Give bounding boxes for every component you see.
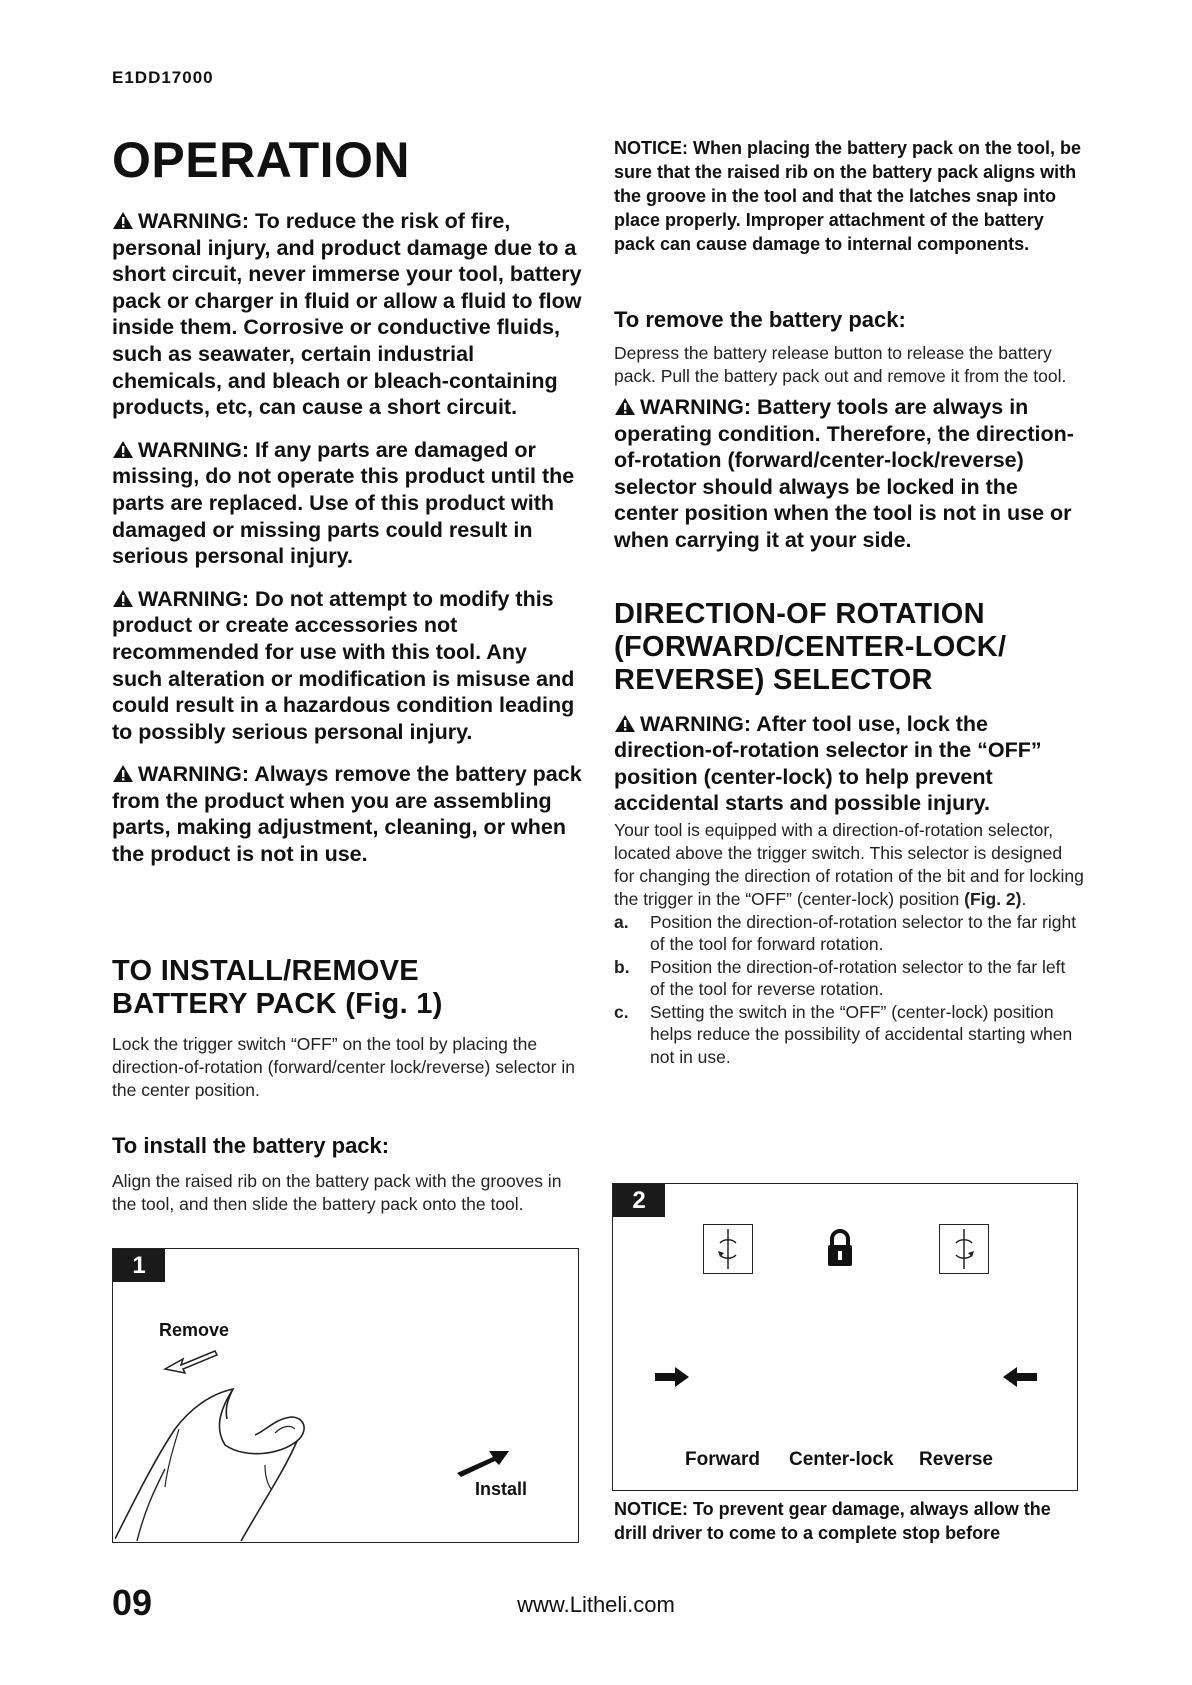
remove-text: Depress the battery release button to release the battery pack. Pull the battery pack out and remove it from the tool. (614, 343, 1067, 386)
warning-label: WARNING: (640, 711, 752, 736)
center-lock-icon (825, 1228, 855, 1273)
install-section (112, 955, 582, 1216)
install-heading-line2: BATTERY PACK (Fig. 1) (112, 988, 443, 1020)
direction-body-text: Your tool is equipped with a direction-of-rotation selector, located above the trigger switch. This selector is designed for changing the direction of rotation of the bit and for locking the trigger in the “OFF” (center-lock) position (614, 819, 1084, 909)
direction-heading-line3: REVERSE) SELECTOR (614, 663, 933, 696)
reverse-label: Reverse (919, 1449, 993, 1470)
figure-number: 2 (613, 1184, 665, 1217)
warning-triangle-icon (112, 211, 134, 230)
right-column (614, 136, 1084, 1068)
warning-triangle-icon (614, 714, 636, 733)
warning-triangle-icon (614, 397, 636, 416)
page-title: OPERATION (112, 132, 411, 188)
step-text: Position the direction-of-rotation selector to the far right of the tool for forward rotation. (650, 911, 1077, 955)
figure-1 (112, 1248, 579, 1543)
figure-2-reference: (Fig. 2) (964, 888, 1022, 909)
forward-rotation-icon (703, 1224, 753, 1274)
install-arrow-icon (453, 1447, 513, 1477)
notice-label: NOTICE: (614, 1499, 688, 1519)
step-text: Position the direction-of-rotation selector to the far left of the tool for reverse rotation. (650, 956, 1066, 1000)
warning-label: WARNING (138, 762, 242, 787)
notice-gear-damage (614, 1497, 1084, 1545)
notice-text: To prevent gear damage, always allow the drill driver to come to a complete stop before (614, 1499, 1051, 1543)
warning-modify (112, 586, 582, 746)
warning-text: Battery tools are always in operating condition. Therefore, the direction-of-rotation (forward/center-lock/reverse) selector should always be locked in the center position when the tool is not in use or when carrying it at your side. (614, 395, 1074, 552)
install-text: Align the raised rib on the battery pack with the grooves in the tool, and then slide the battery pack onto the tool. (112, 1171, 562, 1214)
figure-number: 1 (113, 1249, 165, 1282)
left-column (112, 132, 582, 884)
list-item (614, 1001, 1084, 1069)
warning-text: : Always remove the battery pack from the product when you are assembling parts, making adjustment, cleaning, or when the product is not in use. (112, 762, 582, 867)
arrow-left-icon (1001, 1366, 1039, 1388)
warning-label: WARNING: (138, 437, 250, 462)
model-number: E1DD17000 (112, 68, 214, 87)
warning-damaged-parts (112, 437, 582, 570)
reverse-rotation-icon (939, 1224, 989, 1274)
warning-text: If any parts are damaged or missing, do not operate this product until the parts are replaced. Use of this product with damaged or missing parts could result in serious personal injury. (112, 437, 575, 569)
warning-text: To reduce the risk of fire, personal injury, and product damage due to a short circuit, never immerse your tool, battery pack or charger in fluid or allow a fluid to flow inside them. Corrosive or conductive fluids, such as seawater, certain industrial chemicals, and bleach or bleach-containing products, etc, can cause a short circuit. (112, 209, 582, 420)
warning-label: WARNING: (640, 395, 752, 419)
page-number: 09 (112, 1582, 153, 1623)
install-intro: Lock the trigger switch “OFF” on the tool by placing the direction-of-rotation (forward/center lock/reverse) selector in the center position. (112, 1034, 575, 1100)
warning-triangle-icon (112, 589, 134, 608)
step-letter: c. (614, 1001, 629, 1022)
warning-remove-battery (112, 761, 582, 867)
website-url: www.Litheli.com (517, 1592, 675, 1617)
direction-steps (614, 911, 1084, 1069)
warning-fire (112, 208, 582, 421)
install-subheading: To install the battery pack: (112, 1133, 390, 1158)
step-letter: a. (614, 911, 629, 932)
warning-text: After tool use, lock the direction-of-rotation selector in the “OFF” position (center-lock) to help prevent accidental starts and possible injury. (614, 711, 1042, 816)
remove-subheading: To remove the battery pack: (614, 307, 906, 332)
warning-triangle-icon (112, 440, 134, 459)
figure-2 (612, 1183, 1078, 1491)
warning-lock-selector (614, 711, 1084, 817)
direction-body (614, 819, 1084, 911)
list-item (614, 911, 1084, 956)
install-label: Install (475, 1479, 528, 1499)
notice-text: When placing the battery pack on the tool, be sure that the raised rib on the battery pack aligns with the groove in the tool and that the latches snap into place properly. Improper attachment of the battery pack can cause damage to internal components. (614, 138, 1082, 254)
step-text: Setting the switch in the “OFF” (center-lock) position helps reduce the possibility of accidental starting when not in use. (650, 1001, 1073, 1067)
warning-label: WARNING (138, 586, 242, 611)
center-lock-label: Center-lock (789, 1449, 894, 1470)
list-item (614, 956, 1084, 1001)
direction-body-end: . (1021, 888, 1027, 909)
hand-illustration (115, 1369, 335, 1541)
step-letter: b. (614, 956, 630, 977)
install-heading-line1: TO INSTALL/REMOVE (112, 955, 419, 987)
direction-heading-line1: DIRECTION-OF ROTATION (614, 597, 985, 630)
forward-label: Forward (685, 1449, 760, 1470)
warning-operating-condition (614, 394, 1084, 554)
remove-label: Remove (159, 1320, 230, 1340)
warning-triangle-icon (112, 764, 134, 783)
arrow-right-icon (653, 1366, 691, 1388)
direction-heading-line2: (FORWARD/CENTER-LOCK/ (614, 630, 1007, 663)
notice-battery-placement (614, 136, 1084, 256)
warning-label: WARNING: (138, 209, 250, 233)
notice-label: NOTICE: (614, 138, 688, 158)
warning-text: : Do not attempt to modify this product or create accessories not recommended for use with this tool. Any such alteration or modification is misuse and could result in a hazardous condition leading to possibly serious personal injury. (112, 586, 575, 744)
